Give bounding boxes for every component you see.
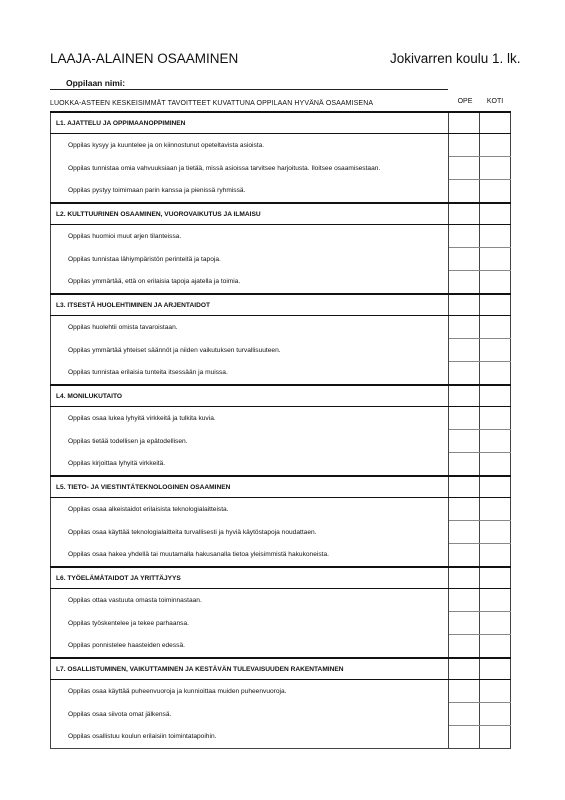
koti-assessment-cell[interactable] xyxy=(480,316,511,339)
koti-assessment-cell[interactable] xyxy=(480,134,511,157)
table-row xyxy=(51,134,511,157)
koti-assessment-cell[interactable] xyxy=(480,726,511,749)
section-title: L1. AJATTELU JA OPPIMAANOPPIMINEN xyxy=(51,112,449,134)
ope-assessment-cell[interactable] xyxy=(449,225,480,248)
goal-text: Oppilas ottaa vastuuta omasta toiminnastaan. xyxy=(51,589,449,612)
goal-text: Oppilas osaa siivota omat jälkensä. xyxy=(51,703,449,726)
table-row xyxy=(51,180,511,204)
section-ope-cell xyxy=(449,203,480,225)
table-row xyxy=(51,635,511,659)
section-ope-cell xyxy=(449,476,480,498)
table-row xyxy=(51,248,511,271)
table-row xyxy=(51,339,511,362)
table-row xyxy=(51,726,511,749)
table-row xyxy=(51,316,511,339)
ope-assessment-cell[interactable] xyxy=(449,680,480,703)
goal-text: Oppilas ymmärtää yhteiset säännöt ja niiden vaikutuksen turvallisuuteen. xyxy=(51,339,449,362)
ope-assessment-cell[interactable] xyxy=(449,453,480,477)
section-koti-cell xyxy=(480,658,511,680)
goal-text: Oppilas ymmärtää, että on erilaisia tapoja ajatella ja toimia. xyxy=(51,271,449,295)
koti-assessment-cell[interactable] xyxy=(480,635,511,659)
goal-text: Oppilas osaa käyttää teknologialaitteita turvallisesti ja hyviä käytöstapoja noudattaen. xyxy=(51,521,449,544)
section-title: L7. OSALLISTUMINEN, VAIKUTTAMINEN JA KESTÄVÄN TULEVAISUUDEN RAKENTAMINEN xyxy=(51,658,449,680)
section-title: L3. ITSESTÄ HUOLEHTIMINEN JA ARJENTAIDOT xyxy=(51,294,449,316)
section-koti-cell xyxy=(480,567,511,589)
ope-assessment-cell[interactable] xyxy=(449,407,480,430)
koti-assessment-cell[interactable] xyxy=(480,362,511,386)
table-row xyxy=(51,271,511,295)
section-header-row xyxy=(51,294,511,316)
section-koti-cell xyxy=(480,385,511,407)
table-row xyxy=(51,362,511,386)
page-title: LAAJA-ALAINEN OSAAMINEN xyxy=(50,51,239,66)
table-row xyxy=(51,407,511,430)
section-header-row xyxy=(51,567,511,589)
section-title: L6. TYÖELÄMÄTAIDOT JA YRITTÄJYYS xyxy=(51,567,449,589)
goal-text: Oppilas ponnistelee haasteiden edessä. xyxy=(51,635,449,659)
goal-text: Oppilas kysyy ja kuuntelee ja on kiinnostunut opeteltavista asioista. xyxy=(51,134,449,157)
ope-assessment-cell[interactable] xyxy=(449,339,480,362)
goal-text: Oppilas pystyy toimimaan parin kanssa ja pienissä ryhmissä. xyxy=(51,180,449,204)
table-row xyxy=(51,589,511,612)
section-title: L2. KULTTUURINEN OSAAMINEN, VUOROVAIKUTUS JA ILMAISU xyxy=(51,203,449,225)
ope-assessment-cell[interactable] xyxy=(449,521,480,544)
ope-assessment-cell[interactable] xyxy=(449,544,480,568)
goal-text: Oppilas tunnistaa lähiympäristön perinteitä ja tapoja. xyxy=(51,248,449,271)
pupil-name-line[interactable] xyxy=(50,89,448,90)
goal-text: Oppilas osaa hakea yhdellä tai muutamalla hakusanalla tietoa yleisimmistä hakukoneista. xyxy=(51,544,449,568)
ope-assessment-cell[interactable] xyxy=(449,726,480,749)
section-title: L5. TIETO- JA VIESTINTÄTEKNOLOGINEN OSAAMINEN xyxy=(51,476,449,498)
section-title: L4. MONILUKUTAITO xyxy=(51,385,449,407)
ope-assessment-cell[interactable] xyxy=(449,316,480,339)
section-koti-cell xyxy=(480,476,511,498)
section-ope-cell xyxy=(449,294,480,316)
koti-assessment-cell[interactable] xyxy=(480,498,511,521)
table-row xyxy=(51,430,511,453)
koti-assessment-cell[interactable] xyxy=(480,271,511,295)
goal-text: Oppilas huolehtii omista tavaroistaan. xyxy=(51,316,449,339)
koti-assessment-cell[interactable] xyxy=(480,589,511,612)
koti-assessment-cell[interactable] xyxy=(480,180,511,204)
section-ope-cell xyxy=(449,658,480,680)
section-header-row xyxy=(51,658,511,680)
koti-assessment-cell[interactable] xyxy=(480,430,511,453)
table-row xyxy=(51,157,511,180)
ope-assessment-cell[interactable] xyxy=(449,703,480,726)
table-row xyxy=(51,680,511,703)
ope-assessment-cell[interactable] xyxy=(449,362,480,386)
koti-assessment-cell[interactable] xyxy=(480,248,511,271)
section-koti-cell xyxy=(480,203,511,225)
table-row xyxy=(51,498,511,521)
goal-text: Oppilas osaa alkeistaidot erilaisista teknologialaitteista. xyxy=(51,498,449,521)
table-row xyxy=(51,521,511,544)
koti-assessment-cell[interactable] xyxy=(480,339,511,362)
table-description: LUOKKA-ASTEEN KESKEISIMMÄT TAVOITTEET KUVATTUNA OPPILAAN HYVÄNÄ OSAAMISENA xyxy=(50,100,374,107)
goal-text: Oppilas osaa lukea lyhyitä virkkeitä ja tulkita kuvia. xyxy=(51,407,449,430)
table-row xyxy=(51,612,511,635)
table-row xyxy=(51,225,511,248)
section-koti-cell xyxy=(480,294,511,316)
goal-text: Oppilas osallistuu koulun erilaisiin toimintatapoihin. xyxy=(51,726,449,749)
koti-assessment-cell[interactable] xyxy=(480,157,511,180)
ope-assessment-cell[interactable] xyxy=(449,271,480,295)
ope-assessment-cell[interactable] xyxy=(449,635,480,659)
koti-assessment-cell[interactable] xyxy=(480,612,511,635)
goal-text: Oppilas kirjoittaa lyhyitä virkkeitä. xyxy=(51,453,449,477)
ope-assessment-cell[interactable] xyxy=(449,134,480,157)
koti-assessment-cell[interactable] xyxy=(480,453,511,477)
table-row xyxy=(51,703,511,726)
ope-assessment-cell[interactable] xyxy=(449,180,480,204)
goal-text: Oppilas tunnistaa erilaisia tunteita itsessään ja muissa. xyxy=(51,362,449,386)
goal-text: Oppilas huomioi muut arjen tilanteissa. xyxy=(51,225,449,248)
koti-assessment-cell[interactable] xyxy=(480,680,511,703)
koti-assessment-cell[interactable] xyxy=(480,544,511,568)
section-ope-cell xyxy=(449,112,480,134)
goal-text: Oppilas osaa käyttää puheenvuoroja ja kunnioittaa muiden puheenvuoroja. xyxy=(51,680,449,703)
ope-assessment-cell[interactable] xyxy=(449,498,480,521)
ope-assessment-cell[interactable] xyxy=(449,157,480,180)
table-row xyxy=(51,544,511,568)
section-header-row xyxy=(51,476,511,498)
section-koti-cell xyxy=(480,112,511,134)
ope-assessment-cell[interactable] xyxy=(449,612,480,635)
section-header-row xyxy=(51,203,511,225)
section-header-row xyxy=(51,385,511,407)
pupil-name-label: Oppilaan nimi: xyxy=(66,78,126,88)
ope-assessment-cell[interactable] xyxy=(449,430,480,453)
table-row xyxy=(51,453,511,477)
goal-text: Oppilas tunnistaa omia vahvuuksiaan ja tietää, missä asioissa tarvitsee harjoitusta. Iloitsee osaamisestaan. xyxy=(51,157,449,180)
section-ope-cell xyxy=(449,385,480,407)
koti-assessment-cell[interactable] xyxy=(480,521,511,544)
column-header-ope: OPE xyxy=(457,98,473,105)
koti-assessment-cell[interactable] xyxy=(480,225,511,248)
section-header-row xyxy=(51,112,511,134)
assessment-table xyxy=(50,111,511,749)
koti-assessment-cell[interactable] xyxy=(480,703,511,726)
school-label: Jokivarren koulu 1. lk. xyxy=(390,51,521,66)
column-header-koti: KOTI xyxy=(486,98,504,105)
ope-assessment-cell[interactable] xyxy=(449,589,480,612)
koti-assessment-cell[interactable] xyxy=(480,407,511,430)
goal-text: Oppilas työskentelee ja tekee parhaansa. xyxy=(51,612,449,635)
goal-text: Oppilas tietää todellisen ja epätodellisen. xyxy=(51,430,449,453)
ope-assessment-cell[interactable] xyxy=(449,248,480,271)
section-ope-cell xyxy=(449,567,480,589)
